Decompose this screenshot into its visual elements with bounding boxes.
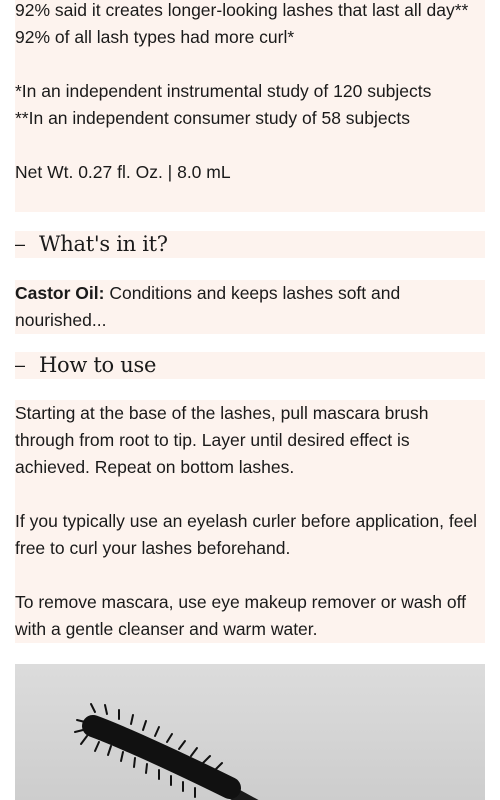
- claims-panel: [15, 0, 485, 212]
- ingredient-description: Conditions and keeps lashes soft and nourished...: [15, 283, 401, 330]
- instruction-curl: If you typically use an eyelash curler before application, feel free to curl your lashes beforehand.: [15, 511, 478, 558]
- instruction-remove: To remove mascara, use eye makeup remover or wash off with a gentle cleanser and warm water.: [15, 592, 466, 639]
- spacer: [15, 51, 485, 78]
- footnote-consumer-study: **In an independent consumer study of 58 subjects: [15, 108, 410, 128]
- mascara-wand-image: [15, 664, 485, 800]
- collapse-icon[interactable]: –: [15, 234, 26, 254]
- whats-in-it-title: What's in it?: [39, 232, 168, 256]
- ingredient-name: Castor Oil:: [15, 283, 105, 303]
- whats-in-it-accordion-header[interactable]: [15, 231, 485, 258]
- claim-longer-lashes: 92% said it creates longer-looking lashes that last all day**: [15, 0, 469, 20]
- spacer: [15, 132, 485, 159]
- how-to-use-panel: [15, 400, 485, 643]
- instruction-apply: Starting at the base of the lashes, pull mascara brush through from root to tip. Layer until desired effect is achieved. Repeat on bottom lashes.: [15, 403, 429, 477]
- spacer: [15, 562, 485, 589]
- ingredients-panel: [15, 280, 485, 334]
- how-to-use-title: How to use: [39, 353, 157, 377]
- net-weight: Net Wt. 0.27 fl. Oz. | 8.0 mL: [15, 162, 231, 182]
- spacer: [15, 481, 485, 508]
- claim-more-curl: 92% of all lash types had more curl*: [15, 27, 295, 47]
- footnote-instrumental-study: *In an independent instrumental study of 120 subjects: [15, 81, 432, 101]
- ingredient-item: [15, 280, 485, 334]
- collapse-icon[interactable]: –: [15, 355, 26, 375]
- mascara-wand-icon: [15, 664, 485, 800]
- how-to-use-accordion-header[interactable]: [15, 352, 485, 379]
